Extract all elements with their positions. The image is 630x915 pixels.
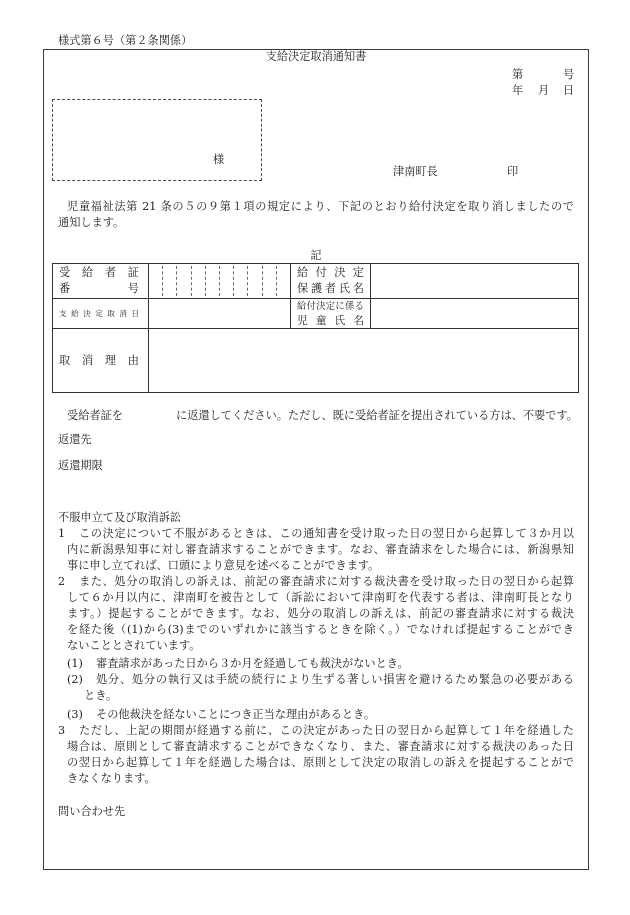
child-name-label-cell [291, 299, 371, 329]
appeal-sub-item-number: (3) [67, 708, 83, 721]
appeal-item-line: ただし、上記の期間が経過する前に、この決定があった日の翌日から起算して１年を経過した [79, 724, 575, 737]
certificate-number-label: 受給者証 [59, 266, 139, 279]
appeal-item-3 [58, 723, 574, 787]
appeal-item-line: また、処分の取消しの訴えは、前記の審査請求に対する裁決書を受け取った日の翌日から起算 [79, 575, 574, 588]
addressee-honorific: 様 [213, 153, 225, 166]
digit-box [192, 266, 206, 296]
appeal-sub-item-line: 審査請求があった日から３か月を経過しても裁決がないとき。 [96, 657, 409, 670]
table-row [53, 264, 579, 299]
issue-date-year: 年 [512, 84, 524, 97]
digit-box [177, 266, 191, 296]
contact-label: 問い合わせ先 [58, 805, 126, 818]
appeal-sub-item-line: 処分、処分の執行又は手続の続行により生ずる著しい損害を避けるため緊急の必要がある [96, 673, 574, 686]
issue-date-day: 日 [563, 84, 575, 97]
addressee-box [52, 99, 262, 181]
appeal-heading: 不服申立て及び取消訴訟 [58, 511, 182, 524]
certificate-digit-boxes [149, 264, 290, 298]
appeal-item-line: 場合は、原則として審査請求することができなくなり、また、審査請求に対する裁決のあった日 [67, 740, 575, 753]
cancellation-date-label: 支給決定取消日 [59, 308, 139, 318]
appeal-item-line: ます。）提起することができます。なお、処分の取消しの訴えは、前記の審査請求に対する裁決 [67, 607, 574, 620]
appeal-item-line: して６か月以内に、津南町を被告として（訴訟において津南町を代表する者は、津南町長となり [67, 591, 574, 604]
digit-box [263, 266, 277, 296]
appeal-item-number: 3 [58, 724, 66, 737]
certificate-number-label: 番号 [59, 282, 139, 295]
table-row [53, 329, 579, 393]
digit-box [220, 266, 234, 296]
return-notice-before-blank: 受給者証を [67, 409, 123, 422]
guardian-name-field [371, 264, 579, 299]
certificate-number-field [149, 264, 291, 299]
document-title: 支給決定取消通知書 [265, 50, 367, 63]
appeal-item-line: を経た後（(1)から(3)までのいずれかに該当するときを除く。）でなければ提起することができ [67, 623, 574, 636]
appeal-item-number: 2 [58, 575, 66, 588]
return-notice-after-blank: に返還してください。ただし、既に受給者証を提出されている方は、不要です。 [176, 409, 578, 422]
cancellation-info-table [52, 263, 579, 393]
appeal-item-2 [58, 574, 574, 654]
document-number-suffix: 号 [563, 68, 575, 81]
appeal-sub-item-number: (1) [67, 657, 83, 670]
digit-box [248, 266, 262, 296]
certificate-number-label-cell [53, 264, 149, 299]
appeal-sub-item-number: (2) [67, 673, 83, 686]
cancellation-date-label-cell [53, 299, 149, 329]
child-name-field [371, 299, 579, 329]
appeal-item-line: の翌日から起算して１年を経過した場合は、原則として決定の取消しの訴えを提起することがで [67, 756, 574, 769]
issuer-name: 津南町長 [393, 165, 438, 178]
appeal-item-1 [58, 526, 574, 574]
appeal-sub-item-3 [58, 707, 574, 723]
issue-date-month: 月 [538, 84, 550, 97]
digit-box [163, 266, 177, 296]
child-name-label: 給付決定に係る [297, 300, 364, 312]
appeal-item-number: 1 [58, 527, 66, 540]
cancellation-reason-field [149, 329, 579, 393]
return-deadline-label: 返還期限 [58, 459, 103, 472]
issuer-seal-mark: 印 [507, 165, 519, 178]
child-name-label: 児童氏名 [297, 313, 364, 327]
ki-label: 記 [310, 249, 322, 262]
digit-box [277, 266, 290, 296]
return-destination-label: 返還先 [58, 433, 92, 446]
appeal-sub-item-2 [58, 672, 574, 704]
appeal-sub-item-1 [58, 656, 574, 672]
appeal-item-line: ないこととされています。 [67, 639, 201, 652]
guardian-name-label: 給付決定 [297, 266, 364, 279]
document-number-prefix: 第 [512, 68, 524, 81]
intro-line: 通知します。 [58, 216, 125, 229]
digit-box [234, 266, 248, 296]
appeal-item-line: 事に申し立てれば、口頭により意見を述べることができます。 [67, 559, 380, 572]
form-number-label: 様式第６号（第２条関係） [58, 34, 193, 47]
digit-box [206, 266, 220, 296]
appeal-sub-item-line: とき。 [84, 689, 118, 702]
appeal-item-line: この決定について不服があるときは、この通知書を受け取った日の翌日から起算して３か月以 [79, 527, 574, 540]
notice-frame [43, 49, 589, 870]
appeal-item-line: きなくなります。 [67, 772, 156, 785]
digit-box [149, 266, 163, 296]
intro-line: 児童福祉法第 21 条の５の９第１項の規定により、下記のとおり給付決定を取り消しましたので [67, 200, 574, 213]
guardian-name-label-cell [291, 264, 371, 299]
appeal-sub-item-line: その他裁決を経ないことにつき正当な理由があるとき。 [96, 708, 376, 721]
cancellation-reason-label-cell [53, 329, 149, 393]
cancellation-date-field [149, 299, 291, 329]
guardian-name-label: 保護者氏名 [297, 282, 364, 295]
table-row [53, 299, 579, 329]
cancellation-reason-label: 取消理由 [59, 353, 139, 367]
appeal-item-line: 内に新潟県知事に対し審査請求することができます。なお、審査請求をした場合には、新潟県知 [67, 543, 574, 556]
